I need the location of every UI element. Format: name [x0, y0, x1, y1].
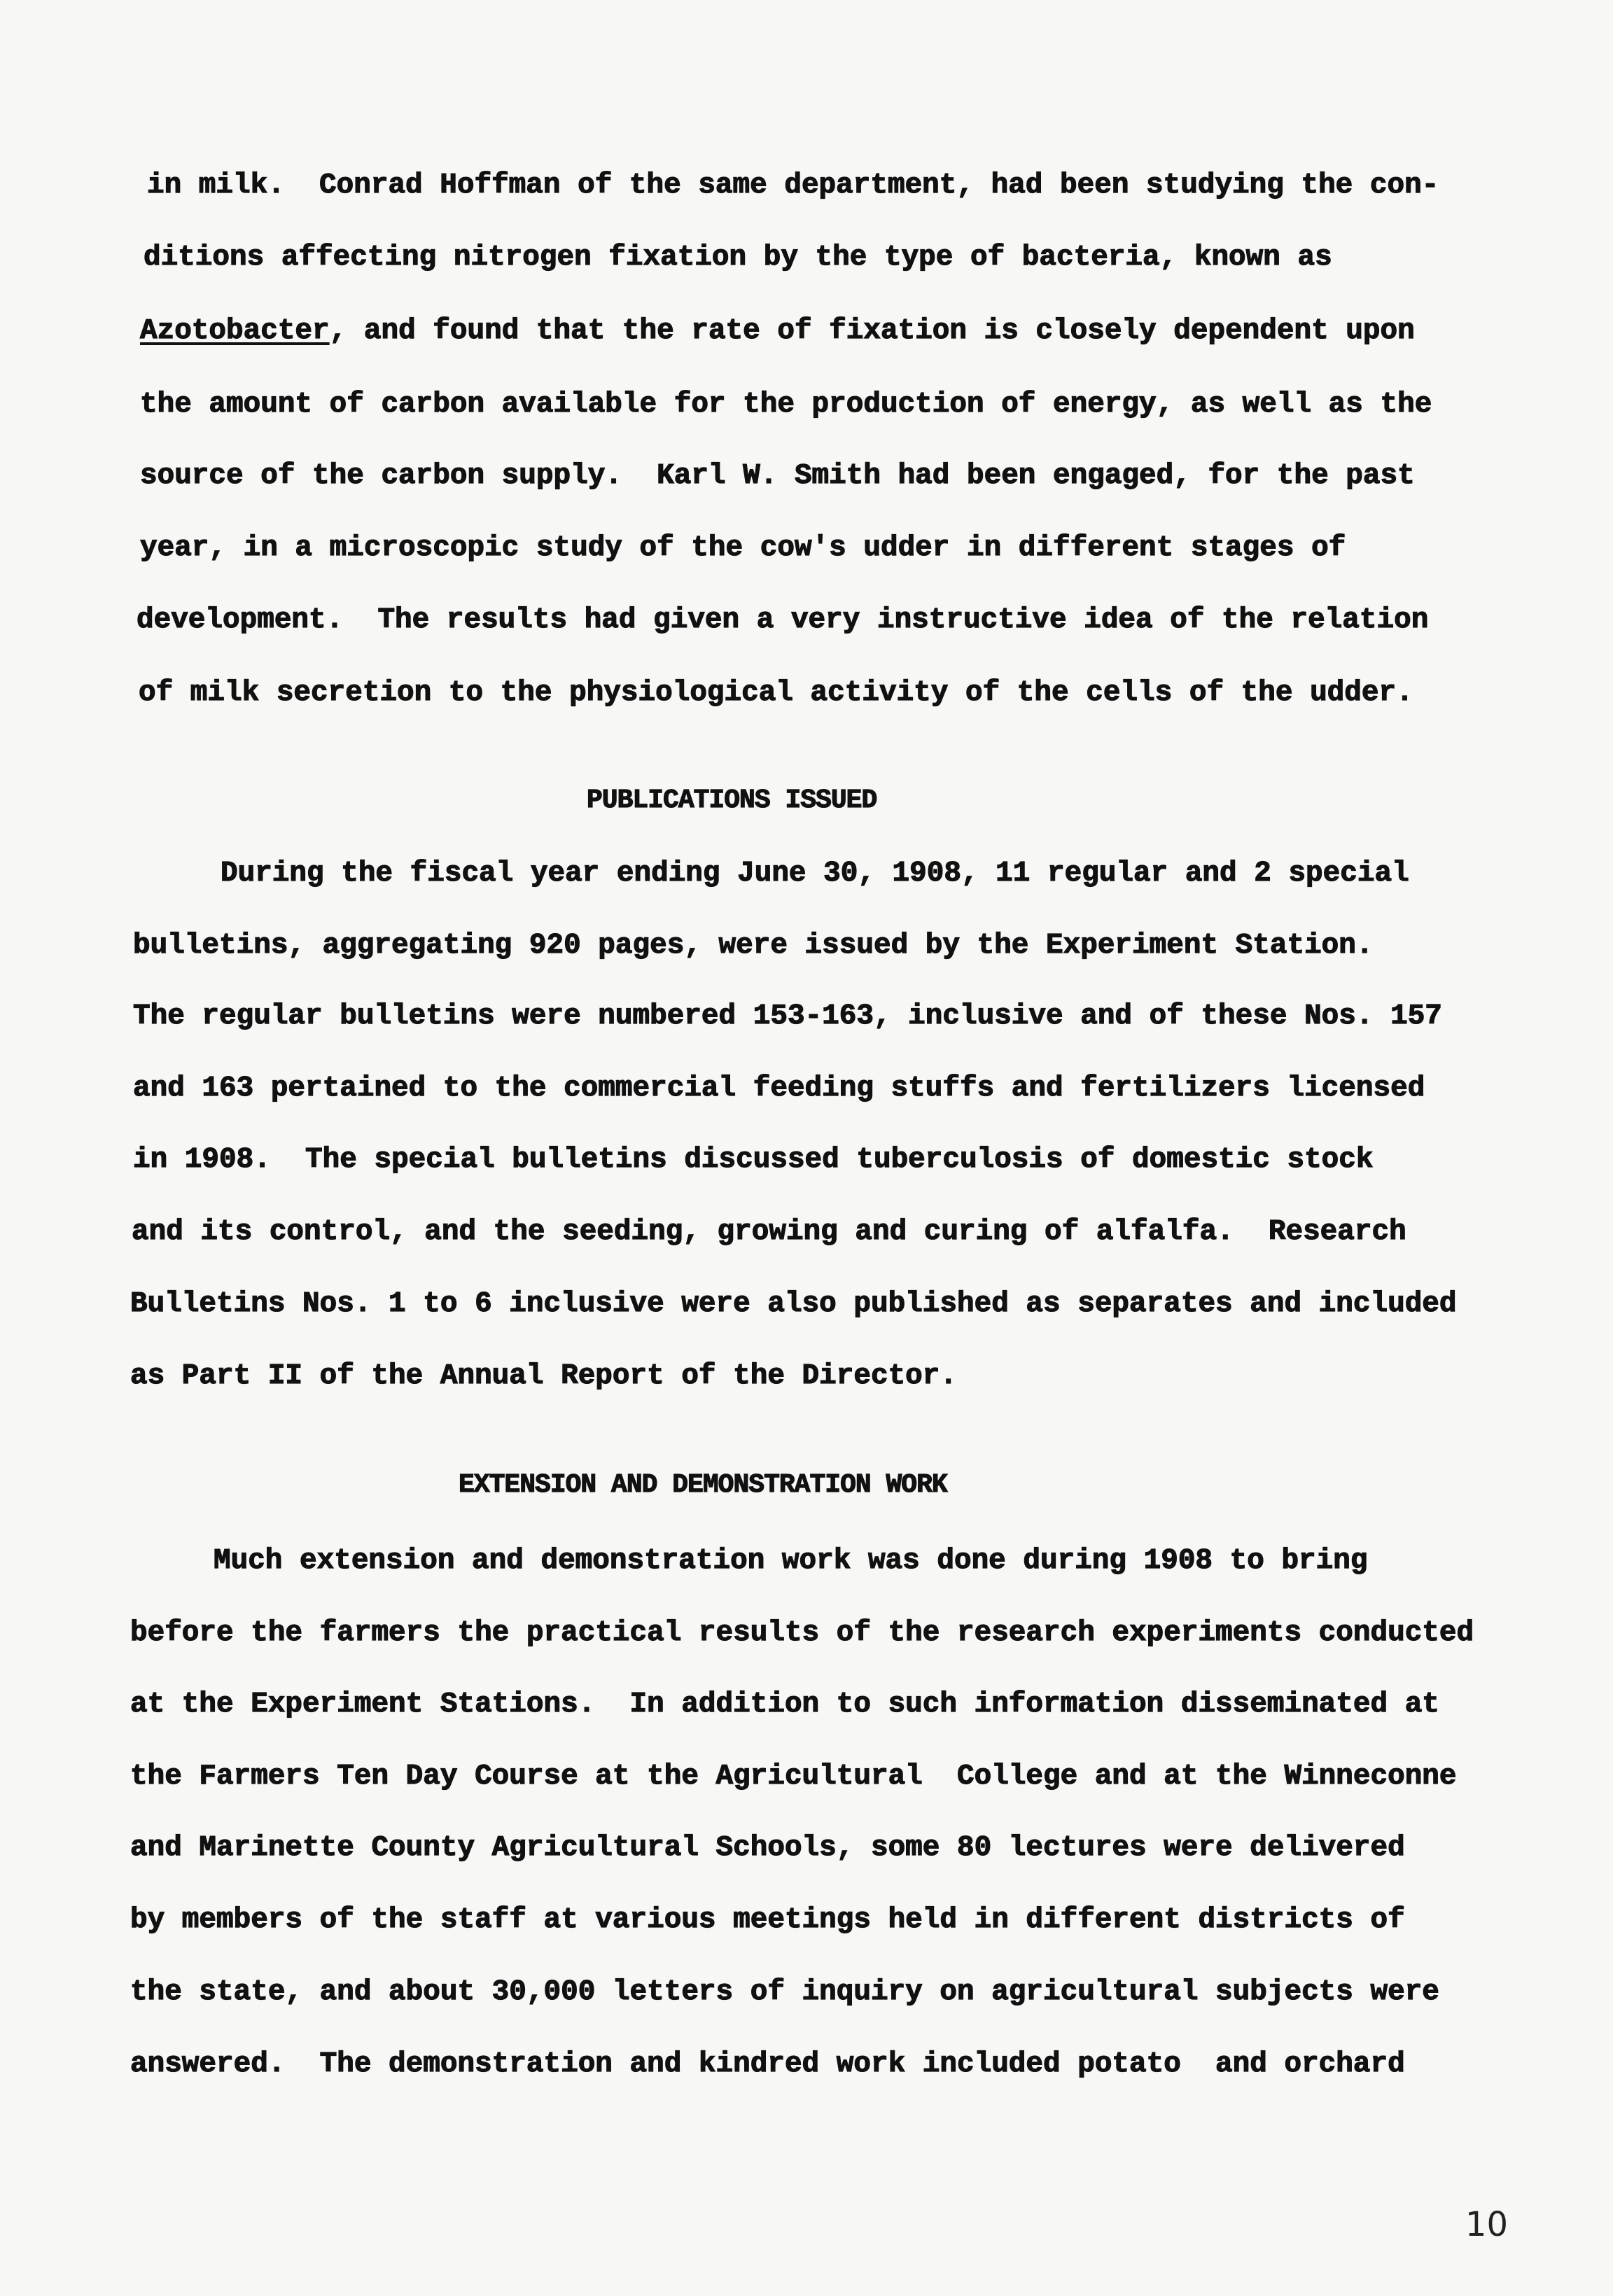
text-line: the state, and about 30,000 letters of inquiry on agricultural subjects were [130, 1976, 1439, 2008]
text-line: During the fiscal year ending June 30, 1908, 11 regular and 2 special [221, 858, 1409, 890]
text-line-rest: , and found that the rate of fixation is closely dependent upon [329, 315, 1415, 347]
section-heading-publications: PUBLICATIONS ISSUED [587, 785, 877, 816]
text-line: the Farmers Ten Day Course at the Agricultural College and at the Winneconne [130, 1760, 1457, 1793]
text-line: by members of the staff at various meetings held in different districts of [130, 1904, 1405, 1936]
text-line: and 163 pertained to the commercial feeding stuffs and fertilizers licensed [133, 1072, 1425, 1105]
text-line: the amount of carbon available for the production of energy, as well as the [140, 388, 1432, 421]
text-line: before the farmers the practical results of the research experiments conducted [130, 1617, 1474, 1649]
text-line: and its control, and the seeding, growing and curing of alfalfa. Research [132, 1216, 1406, 1248]
text-line: development. The results had given a very instructive idea of the relation [137, 604, 1429, 636]
text-line: Much extension and demonstration work was done during 1908 to bring [214, 1545, 1368, 1577]
text-line: answered. The demonstration and kindred work included potato and orchard [130, 2048, 1405, 2080]
text-line: year, in a microscopic study of the cow's udder in different stages of [140, 532, 1346, 564]
text-line: ditions affecting nitrogen fixation by the type of bacteria, known as [144, 241, 1332, 274]
azotobacter-term: Azotobacter [140, 315, 330, 347]
text-line: and Marinette County Agricultural Schools, some 80 lectures were delivered [130, 1832, 1405, 1864]
text-line: Bulletins Nos. 1 to 6 inclusive were also published as separates and included [130, 1288, 1457, 1320]
text-line: bulletins, aggregating 920 pages, were issued by the Experiment Station. [133, 930, 1374, 962]
text-line: of milk secretion to the physiological activity of the cells of the udder. [139, 677, 1413, 709]
text-line: as Part II of the Annual Report of the Director. [130, 1360, 957, 1392]
section-heading-extension: EXTENSION AND DEMONSTRATION WORK [459, 1470, 947, 1500]
text-line: The regular bulletins were numbered 153-163, inclusive and of these Nos. 157 [133, 1000, 1442, 1032]
page-number: 10 [1465, 2205, 1508, 2244]
text-line: in 1908. The special bulletins discussed tuberculosis of domestic stock [133, 1144, 1374, 1176]
text-line: at the Experiment Stations. In addition to such information disseminated at [130, 1688, 1439, 1721]
text-line [140, 317, 1415, 346]
text-line: source of the carbon supply. Karl W. Smith had been engaged, for the past [140, 460, 1415, 492]
text-line: in milk. Conrad Hoffman of the same department, had been studying the con- [147, 169, 1439, 202]
